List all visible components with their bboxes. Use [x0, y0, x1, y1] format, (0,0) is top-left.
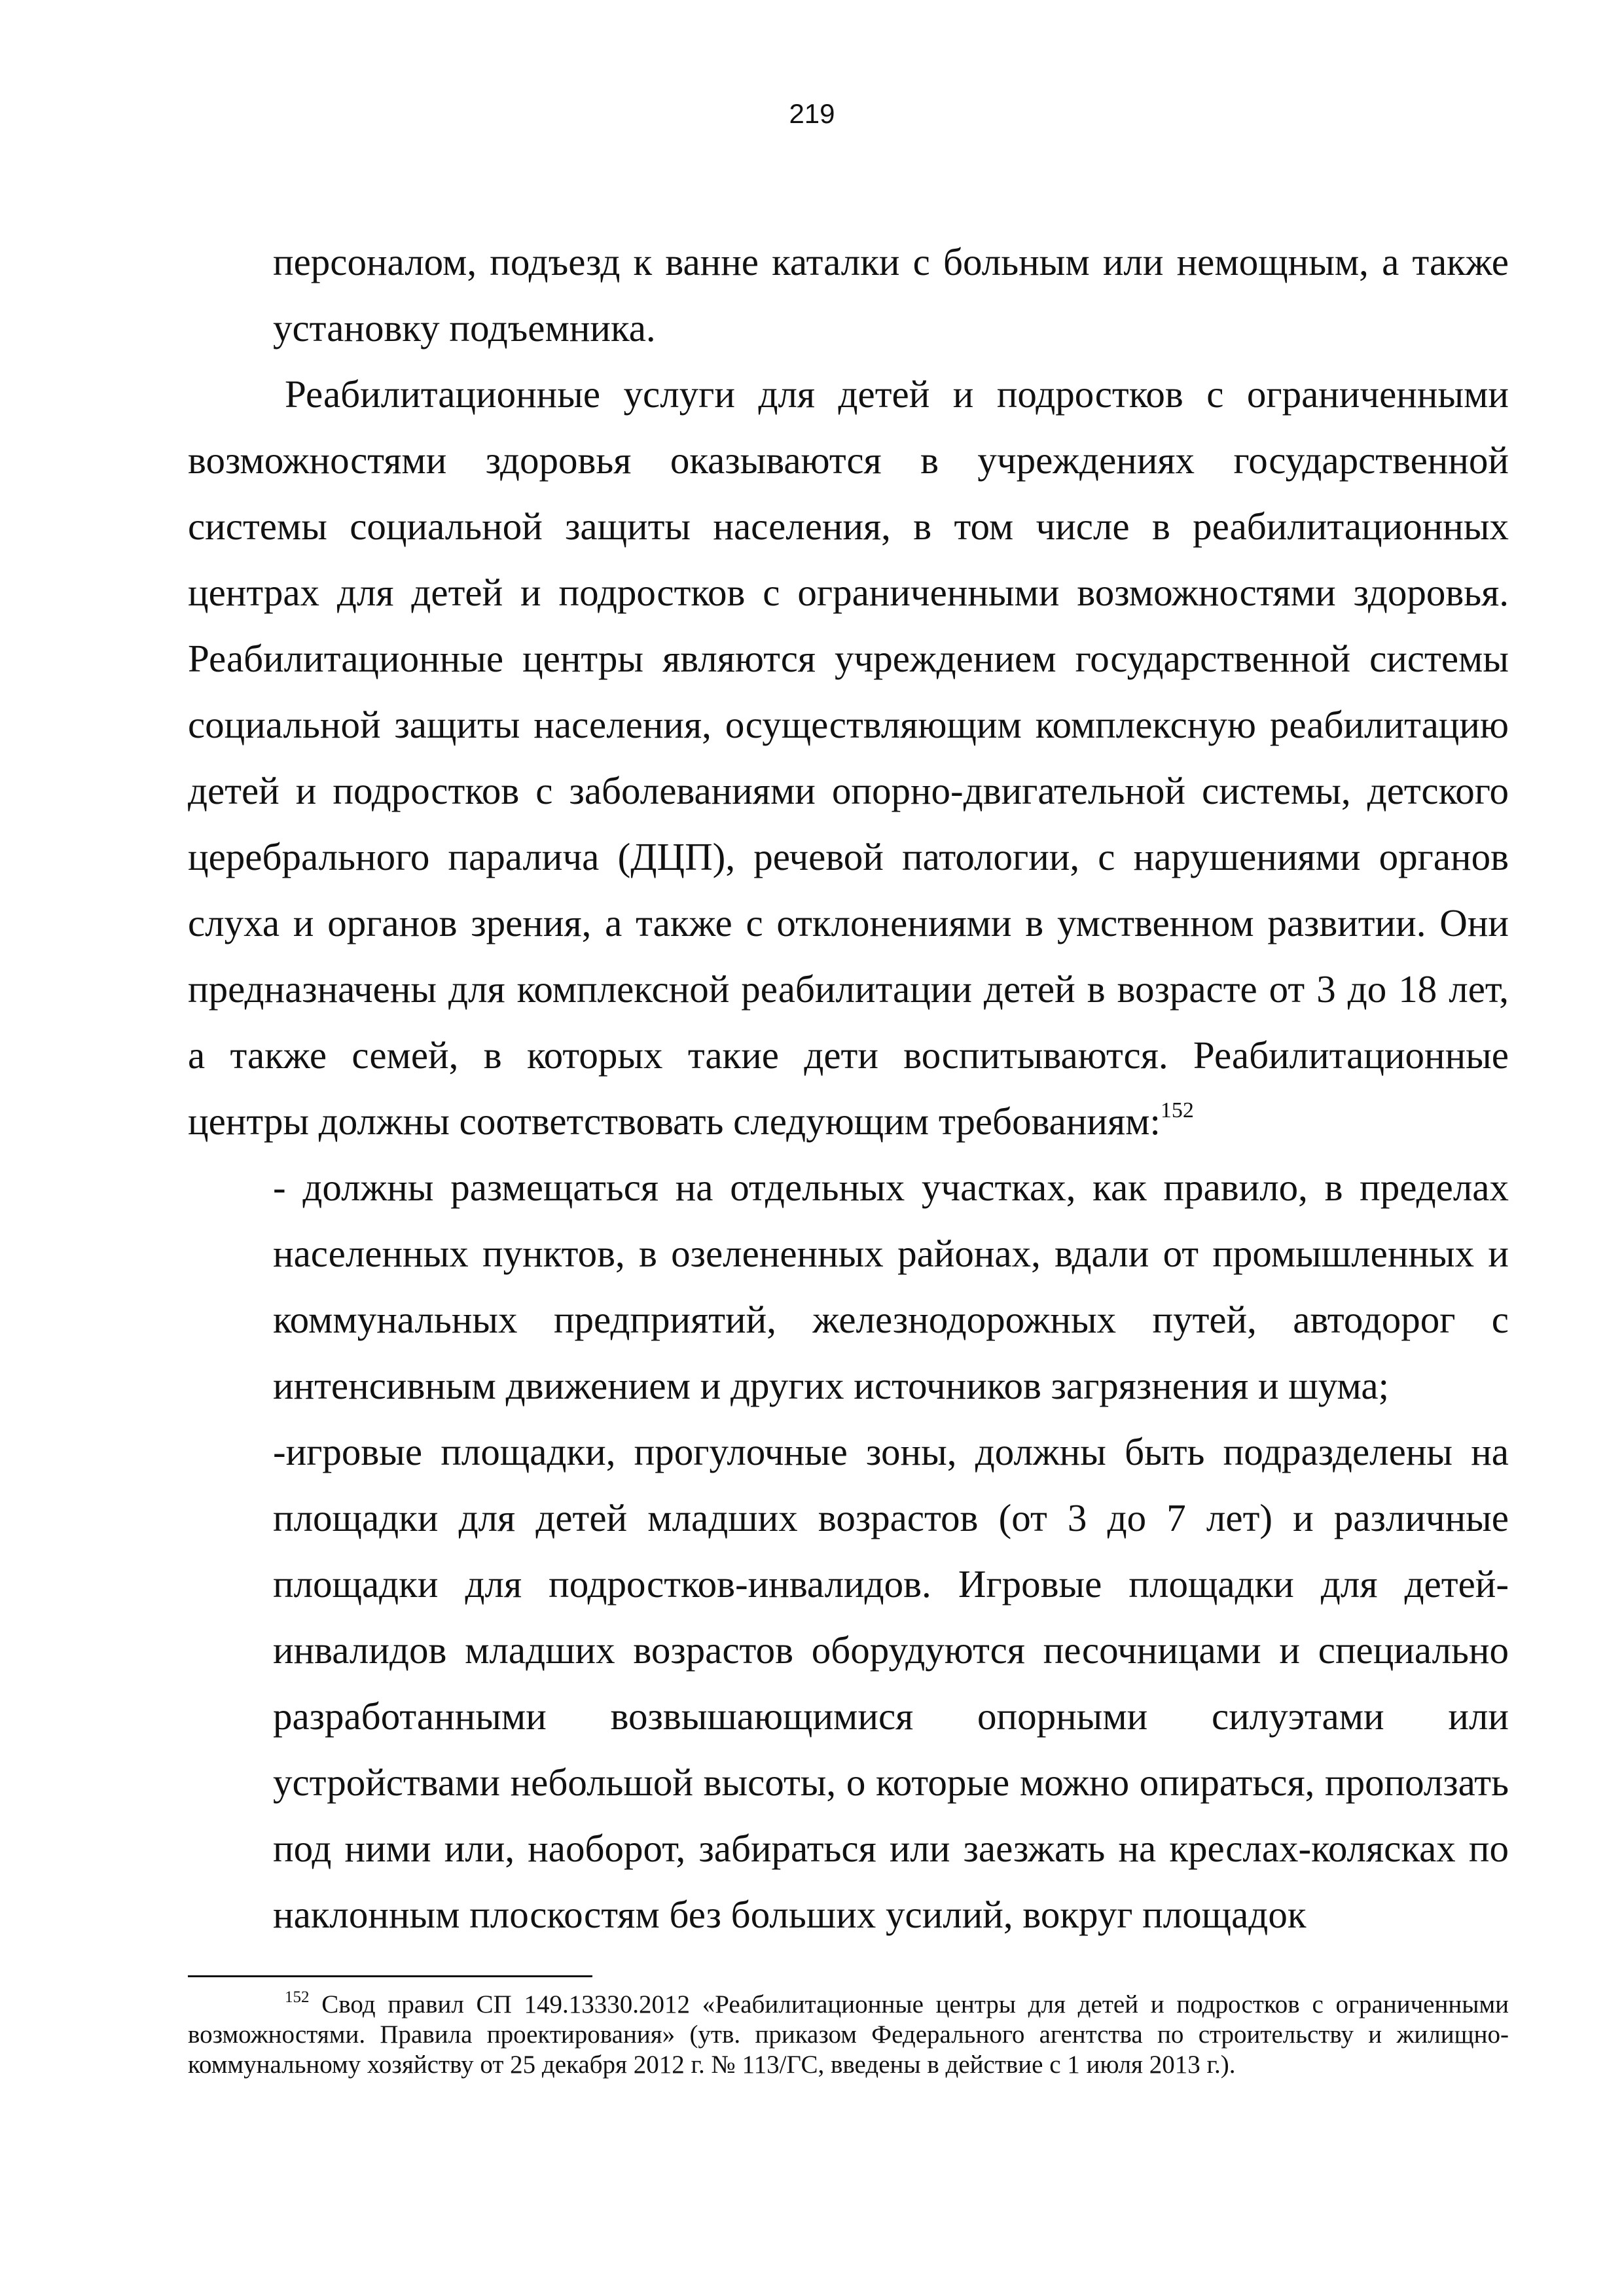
footnote-marker: 152 [285, 1988, 310, 2006]
footnote-reference: 152 [1160, 1098, 1194, 1122]
footnote-text: Свод правил СП 149.13330.2012 «Реабилитационные центры для детей и подростков с ограниченными возможностями. Правила проектирования» (утв. приказом Федерального агентства по строительству и жилищно-коммунальному хозяйству от 25 декабря 2012 г. № 113/ГС, введены в действие с 1 июля 2013 г.). [188, 1990, 1509, 2079]
paragraph-continuation: персоналом, подъезд к ванне каталки с больным или немощным, а также установку подъемника. [273, 240, 1509, 350]
list-item-playgrounds: -игровые площадки, прогулочные зоны, должны быть подразделены на площадки для детей младших возрастов (от 3 до 7 лет) и различные площадки для подростков-инвалидов. Игровые площадки для детей-инвалидов младших возрастов оборудуются песочницами и специально разработанными возвышающимися опорными силуэтами или устройствами небольшой высоты, о которые можно опираться, проползать под ними или, наоборот, забираться или заезжать на креслах-колясках по наклонным плоскостям без больших усилий, вокруг площадок [273, 1430, 1509, 1936]
paragraph-main [188, 361, 1509, 1155]
footnote-separator [188, 1975, 592, 1977]
footnote [188, 1990, 1509, 2080]
body-text [188, 229, 1509, 1948]
page-number: 219 [789, 98, 835, 129]
list-item-siting: - должны размещаться на отдельных участках, как правило, в пределах населенных пунктов, в озелененных районах, вдали от промышленных и коммунальных предприятий, железнодорожных путей, автодорог с интенсивным движением и других источников загрязнения и шума; [273, 1166, 1509, 1407]
paragraph-main-text: Реабилитационные услуги для детей и подростков с ограниченными возможностями здоровья оказываются в учреждениях государственной системы социальной защиты населения, в том числе в реабилитационных центрах для детей и подростков с ограниченными возможностями здоровья. Реабилитационные центры являются учреждением государственной системы социальной защиты населения, осуществляющим комплексную реабилитацию детей и подростков с заболеваниями опорно-двигательной системы, детского церебрального паралича (ДЦП), речевой патологии, с нарушениями органов слуха и органов зрения, а также с отклонениями в умственном развитии. Они предназначены для комплексной реабилитации детей в возрасте от 3 до 18 лет, а также семей, в которых такие дети воспитываются. Реабилитационные центры должны соответствовать следующим требованиям: [188, 372, 1509, 1143]
